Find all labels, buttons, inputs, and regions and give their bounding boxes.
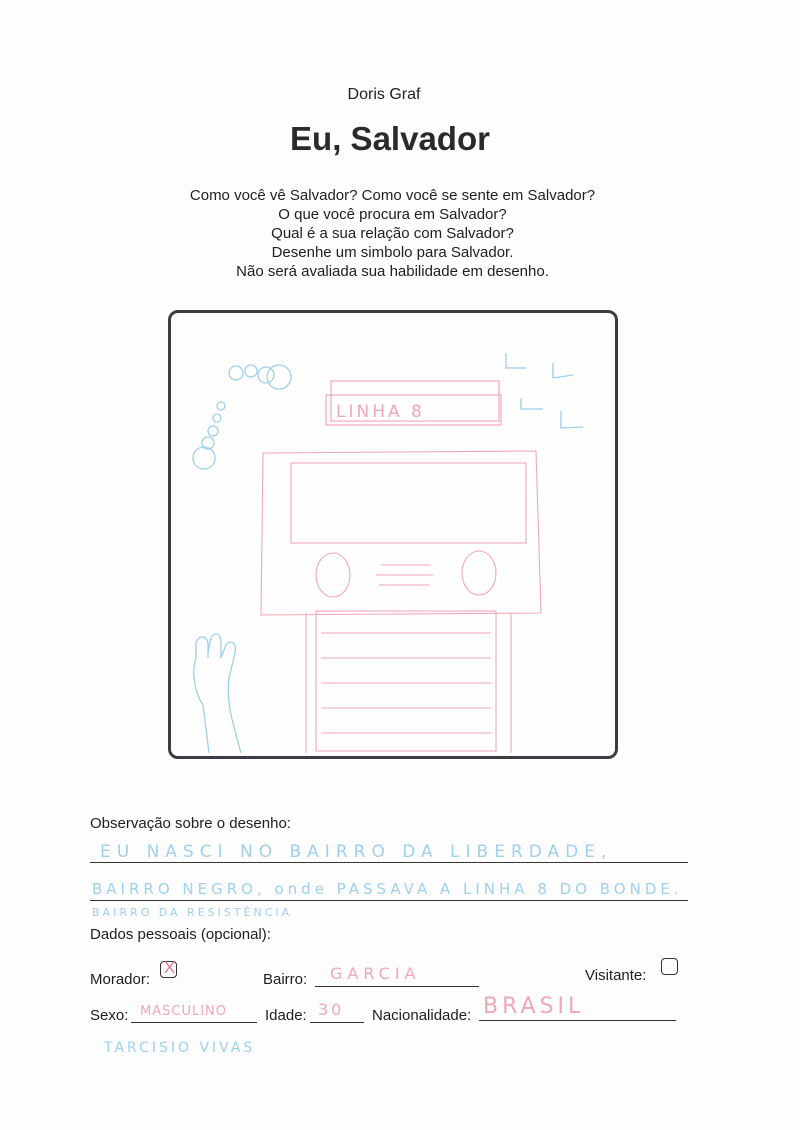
idade-value: 30 <box>318 1000 345 1019</box>
nacionalidade-label: Nacionalidade: <box>372 1007 472 1024</box>
observation-text-2: BAIRRO NEGRO, onde PASSAVA A LINHA 8 DO BONDE. <box>92 880 683 898</box>
bus-sign-text: LINHA 8 <box>336 402 425 422</box>
prompt-questions <box>0 186 785 281</box>
bairro-label: Bairro: <box>263 971 308 988</box>
drawing-frame <box>168 310 618 759</box>
sexo-label: Sexo: <box>90 1007 129 1024</box>
drawing-sketch <box>171 313 615 756</box>
sexo-value: MASCULINO <box>140 1004 227 1019</box>
page-title: Eu, Salvador <box>290 120 490 157</box>
idade-label: Idade: <box>265 1007 307 1024</box>
nacionalidade-value: BRASIL <box>483 994 585 1019</box>
idade-line <box>310 1022 364 1023</box>
bairro-value: GARCIA <box>330 964 421 983</box>
prompt-line: Desenhe um simbolo para Salvador. <box>271 244 514 261</box>
letter-marks <box>506 353 583 428</box>
vehicle-drawing <box>261 451 541 753</box>
personal-data-label: Dados pessoais (opcional): <box>90 926 271 943</box>
check-mark-icon: X <box>163 958 176 977</box>
observation-line-2 <box>90 900 688 901</box>
prompt-line: Qual é a sua relação com Salvador? <box>271 225 514 242</box>
prompt-line: O que você procura em Salvador? <box>278 206 507 223</box>
morador-label: Morador: <box>90 971 151 988</box>
observation-line-1 <box>90 862 688 863</box>
sexo-line <box>131 1022 257 1023</box>
visitante-checkbox[interactable] <box>661 958 678 975</box>
prompt-line: Como você vê Salvador? Como você se sente em Salvador? <box>189 187 596 204</box>
prompt-line: Não será avaliada sua habilidade em desenho. <box>236 263 549 280</box>
signature: TARCISIO VIVAS <box>104 1040 256 1056</box>
nacionalidade-line <box>479 1020 676 1021</box>
author-name: Doris Graf <box>347 86 421 103</box>
observation-text-3: BAIRRO DA RESISTÊNCIA <box>92 906 293 919</box>
observation-label: Observação sobre o desenho: <box>90 815 291 832</box>
visitante-label: Visitante: <box>585 967 647 984</box>
bairro-line <box>315 986 479 987</box>
morador-checkbox[interactable] <box>160 958 177 978</box>
hand-drawing <box>194 634 241 753</box>
observation-text-1: EU NASCI NO BAIRRO DA LIBERDADE, <box>100 842 613 862</box>
